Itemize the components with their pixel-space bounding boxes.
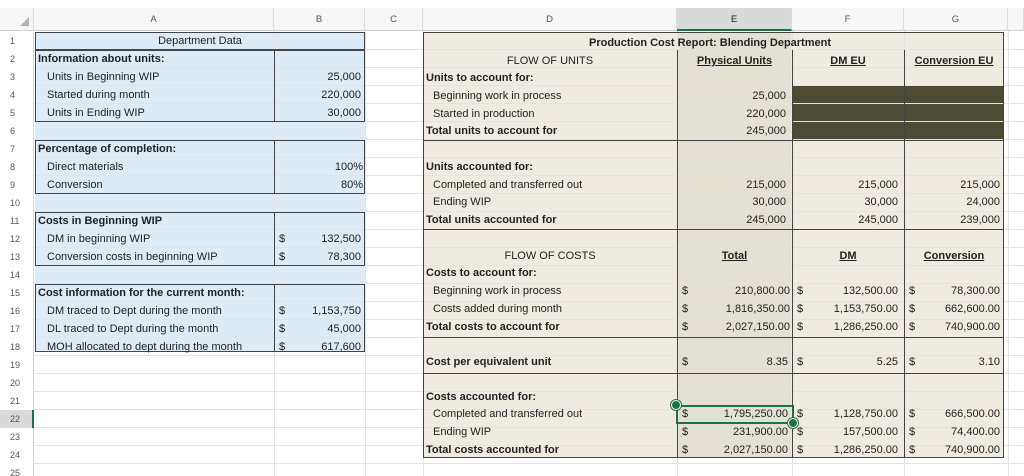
conv-beg-label: Conversion costs in beginning WIP (47, 251, 218, 263)
row-header-20[interactable]: 20 (0, 374, 34, 392)
total-units-value[interactable]: 245,000 (746, 125, 786, 137)
tca-dm[interactable]: 1,286,250.00 (833, 444, 898, 456)
ewip-dm[interactable]: 157,500.00 (842, 426, 898, 438)
completed-dm[interactable]: 215,000 (858, 179, 898, 191)
dm-eu-header: DM EU (830, 55, 866, 67)
units-accounted-label: Units accounted for: (426, 161, 533, 173)
dollar-sign: $ (797, 426, 804, 438)
completed-conv[interactable]: 215,000 (960, 179, 1000, 191)
completed-label: Completed and transferred out (433, 179, 583, 191)
dollar-sign: $ (909, 356, 916, 368)
ct-label: Completed and transferred out (433, 408, 583, 420)
ct-total[interactable]: 1,795,250.00 (723, 408, 788, 420)
total-costs-label: Total costs to account for (426, 321, 560, 333)
started-units-value[interactable]: 220,000 (746, 108, 786, 120)
sep-line (423, 337, 1004, 338)
dollar-sign: $ (909, 285, 916, 297)
added-cost-label: Costs added during month (433, 303, 563, 315)
row-header-24[interactable]: 24 (0, 446, 34, 464)
row-header-17[interactable]: 17 (0, 320, 34, 338)
dollar-sign: $ (797, 321, 804, 333)
col-header-d[interactable]: D (423, 8, 677, 31)
units-to-account-label: Units to account for: (426, 72, 534, 84)
dollar-sign: $ (682, 356, 689, 368)
row-header-2[interactable]: 2 (0, 50, 34, 68)
selected-cell-e22[interactable] (676, 405, 794, 424)
row-header-11[interactable]: 11 (0, 212, 34, 230)
dm-pct-value[interactable]: 100% (334, 161, 363, 173)
conversion-header: Conversion (923, 250, 985, 262)
col-divider (274, 212, 275, 266)
dollar-sign: $ (797, 285, 804, 297)
info-units-header: Information about units: (38, 53, 165, 65)
completed-physical[interactable]: 215,000 (746, 179, 786, 191)
dm-header: DM (839, 250, 857, 262)
current-header: Cost information for the current month: (38, 287, 245, 299)
dl-traced-value[interactable]: 45,000 (327, 323, 361, 335)
row-header-6[interactable]: 6 (0, 122, 34, 140)
total-costs-dm[interactable]: 1,286,250.00 (833, 321, 898, 333)
beg-wip-value[interactable]: 25,000 (327, 71, 361, 83)
row-header-22[interactable]: 22 (0, 410, 34, 428)
dollar-sign: $ (682, 321, 689, 333)
conv-pct-value[interactable]: 80% (340, 179, 363, 191)
conv-label: Conversion (47, 179, 103, 191)
row-header-9[interactable]: 9 (0, 176, 34, 194)
dollar-sign: $ (682, 303, 689, 315)
bwip-conv[interactable]: 78,300.00 (951, 285, 1000, 297)
physical-units-header: Physical Units (696, 55, 773, 67)
row-header-4[interactable]: 4 (0, 86, 34, 104)
total-accounted-dm[interactable]: 245,000 (858, 214, 898, 226)
ending-physical[interactable]: 30,000 (752, 196, 786, 208)
dollar-sign: $ (682, 408, 689, 420)
row-header-19[interactable]: 19 (0, 356, 34, 374)
beg-wip-label: Units in Beginning WIP (47, 71, 160, 83)
added-conv[interactable]: 662,600.00 (944, 303, 1000, 315)
pct-header: Percentage of completion: (38, 143, 177, 155)
sep-line (423, 140, 1004, 141)
moh-dollar: $ (279, 341, 286, 353)
bwip-cost-label: Beginning work in process (433, 285, 562, 297)
moh-label: MOH allocated to dept during the month (47, 341, 243, 353)
bwip-dm[interactable]: 132,500.00 (842, 285, 898, 297)
sep-line (423, 229, 1004, 230)
tca-label: Total costs accounted for (426, 444, 560, 456)
selection-handle-end[interactable] (788, 418, 798, 428)
dm-beg-label: DM in beginning WIP (47, 233, 151, 245)
dollar-sign: $ (909, 408, 916, 420)
report-title: Production Cost Report: Blending Department (589, 37, 831, 49)
col-header-e[interactable]: E (677, 8, 792, 31)
cpeu-total[interactable]: 8.35 (766, 356, 788, 368)
ending-wip-label: Ending WIP (433, 196, 492, 208)
total-header: Total (721, 250, 748, 262)
row-header-3[interactable]: 3 (0, 68, 34, 86)
beg-wip-units-value[interactable]: 25,000 (752, 90, 786, 102)
row-header-13[interactable]: 13 (0, 248, 34, 266)
total-accounted-label: Total units accounted for (426, 214, 557, 226)
row-header-23[interactable]: 23 (0, 428, 34, 446)
end-wip-label: Units in Ending WIP (47, 107, 145, 119)
added-dm[interactable]: 1,153,750.00 (833, 303, 898, 315)
ewip-conv[interactable]: 74,400.00 (951, 426, 1000, 438)
costs-accounted-label: Costs accounted for: (426, 391, 537, 403)
cpeu-label: Cost per equivalent unit (426, 356, 552, 368)
row-header-18[interactable]: 18 (0, 338, 34, 356)
conv-eu-header: Conversion EU (914, 55, 994, 67)
dl-traced-dollar: $ (279, 323, 286, 335)
col-header-a[interactable]: A (34, 8, 274, 31)
ending-conv[interactable]: 24,000 (966, 196, 1000, 208)
row-header-10[interactable]: 10 (0, 194, 34, 212)
dollar-sign: $ (909, 321, 916, 333)
flow-costs-header: FLOW OF COSTS (504, 250, 596, 262)
dl-traced-label: DL traced to Dept during the month (47, 323, 219, 335)
end-wip-value[interactable]: 30,000 (327, 107, 361, 119)
cpeu-dm[interactable]: 5.25 (876, 356, 898, 368)
row-header-21[interactable]: 21 (0, 392, 34, 410)
beg-costs-header: Costs in Beginning WIP (38, 215, 163, 227)
ending-dm[interactable]: 30,000 (864, 196, 898, 208)
dm-traced-value[interactable]: 1,153,750 (312, 305, 361, 317)
total-accounted-conv[interactable]: 239,000 (960, 214, 1000, 226)
row-header-8[interactable]: 8 (0, 158, 34, 176)
started-value[interactable]: 220,000 (321, 89, 361, 101)
row-header-12[interactable]: 12 (0, 230, 34, 248)
row-header-1[interactable]: 1 (0, 32, 34, 50)
ct-dm[interactable]: 1,128,750.00 (833, 408, 898, 420)
conv-beg-value[interactable]: 78,300 (327, 251, 361, 263)
col-header-g[interactable]: G (904, 8, 1008, 31)
dm-beg-dollar: $ (279, 233, 286, 245)
tca-conv[interactable]: 740,900.00 (944, 444, 1000, 456)
flow-units-header: FLOW OF UNITS (506, 55, 594, 67)
dollar-sign: $ (909, 426, 916, 438)
dollar-sign: $ (909, 303, 916, 315)
tca-total[interactable]: 2,027,150.00 (723, 444, 788, 456)
dm-beg-value[interactable]: 132,500 (321, 233, 361, 245)
ct-conv[interactable]: 666,500.00 (944, 408, 1000, 420)
total-accounted-physical[interactable]: 245,000 (746, 214, 786, 226)
row-header-25[interactable]: 25 (0, 464, 34, 476)
row-header-7[interactable]: 7 (0, 140, 34, 158)
total-costs-conv[interactable]: 740,900.00 (944, 321, 1000, 333)
ewip-label: Ending WIP (433, 426, 492, 438)
dollar-sign: $ (797, 303, 804, 315)
sep-line (423, 373, 1004, 374)
dept-title: Department Data (158, 35, 242, 47)
col-header-blank (1008, 8, 1024, 31)
col-header-f[interactable]: F (792, 8, 904, 31)
dollar-sign: $ (797, 356, 804, 368)
dm-traced-label: DM traced to Dept during the month (47, 305, 222, 317)
row-header-15[interactable]: 15 (0, 284, 34, 302)
added-total[interactable]: 1,816,350.00 (725, 303, 790, 315)
row-header-16[interactable]: 16 (0, 302, 34, 320)
dm-label: Direct materials (47, 161, 124, 173)
started-units-label: Started in production (433, 108, 535, 120)
select-all-corner[interactable] (0, 8, 34, 31)
cpeu-conv[interactable]: 3.10 (978, 356, 1000, 368)
dollar-sign: $ (682, 426, 689, 438)
row-header-14[interactable]: 14 (0, 266, 34, 284)
dollar-sign: $ (909, 444, 916, 456)
selection-handle-start[interactable] (671, 400, 681, 410)
moh-value[interactable]: 617,600 (321, 341, 361, 353)
dollar-sign: $ (682, 285, 689, 297)
beg-wip-units-label: Beginning work in process (433, 90, 562, 102)
dollar-sign: $ (797, 444, 804, 456)
dm-traced-dollar: $ (279, 305, 286, 317)
col-header-c[interactable]: C (365, 8, 423, 31)
total-units-label: Total units to account for (426, 125, 558, 137)
ewip-total[interactable]: 231,900.00 (732, 426, 788, 438)
total-costs-total[interactable]: 2,027,150.00 (725, 321, 790, 333)
costs-to-account-label: Costs to account for: (426, 267, 537, 279)
col-divider (274, 284, 275, 352)
gridline (34, 463, 1024, 464)
bwip-total[interactable]: 210,800.00 (734, 285, 790, 297)
row-header-5[interactable]: 5 (0, 104, 34, 122)
dollar-sign: $ (797, 408, 804, 420)
col-header-b[interactable]: B (274, 8, 365, 31)
conv-beg-dollar: $ (279, 251, 286, 263)
dollar-sign: $ (682, 444, 689, 456)
started-label: Started during month (47, 89, 150, 101)
